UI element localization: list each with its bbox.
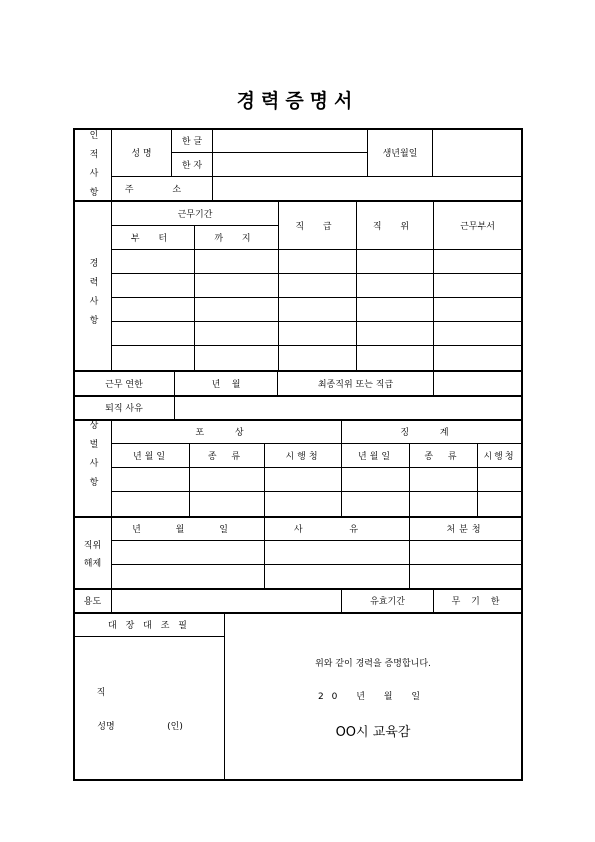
reward-section-text: 상벌사항	[87, 420, 98, 496]
certification-date: 20 년 월 일	[317, 691, 429, 702]
to-label: 까 지	[214, 234, 259, 244]
final-rank-label: 최종직위 또는 직급	[317, 379, 394, 390]
usage-label: 용도	[83, 597, 102, 607]
award-date-label: 년월일	[132, 452, 169, 462]
dismissal-label-line1: 직위	[83, 540, 102, 551]
dismissal-office-label: 처분청	[446, 525, 485, 535]
validity-label: 유효기간	[370, 597, 405, 607]
retire-reason-field[interactable]	[175, 396, 521, 419]
frame-bottom	[73, 779, 523, 781]
name-label: 성 명	[131, 149, 152, 159]
address-label: 주 소	[124, 185, 200, 195]
service-years-label: 근무 연한	[105, 379, 143, 390]
discipline-agency-label: 시행청	[483, 452, 516, 462]
from-label: 부 터	[130, 234, 176, 244]
document-title: 경력증명서	[236, 90, 359, 112]
reward-section-label	[74, 420, 111, 506]
dismissal-label-line2: 해제	[83, 558, 102, 569]
certification-statement: 위와 같이 경력을 증명합니다.	[315, 658, 431, 669]
career-section-text: 경력사항	[87, 258, 98, 334]
seal-label: (인)	[167, 721, 183, 732]
ledger-check-header: 대 장 대 조 필	[108, 621, 190, 631]
position-label: 직 위	[372, 221, 418, 232]
verifier-name-label: 성명	[97, 721, 115, 732]
korean-name-label: 한 글	[181, 137, 203, 147]
hanja-name-field[interactable]	[213, 153, 367, 176]
korean-name-field[interactable]	[213, 129, 367, 152]
usage-field[interactable]	[112, 589, 341, 612]
birth-field[interactable]	[433, 129, 521, 176]
service-years-value: 년 월	[211, 379, 241, 390]
personal-section-text: 인적사항	[87, 130, 98, 206]
personal-section-label	[74, 130, 111, 216]
dismissal-reason-label: 사 유	[293, 525, 381, 535]
frame-right	[521, 128, 523, 781]
verifier-position-label: 직	[96, 687, 106, 698]
address-field[interactable]	[213, 177, 521, 200]
award-type-label: 종 류	[207, 452, 247, 462]
dismissal-date-label: 년 월 일	[132, 525, 244, 535]
discipline-label: 징 계	[400, 428, 463, 438]
award-agency-label: 시행청	[285, 452, 321, 462]
validity-value: 무 기 한	[451, 597, 504, 607]
department-label: 근무부서	[460, 221, 495, 232]
award-label: 포 상	[195, 428, 258, 438]
final-rank-field[interactable]	[434, 371, 521, 395]
discipline-date-label: 년월일	[357, 452, 394, 462]
rank-label: 직 급	[295, 221, 340, 232]
birth-label: 생년월일	[382, 149, 418, 159]
issuer-name: OO시 교육감	[335, 724, 411, 740]
discipline-type-label: 종 류	[424, 452, 463, 462]
hanja-name-label: 한 자	[181, 161, 203, 171]
work-period-label: 근무기간	[177, 209, 213, 220]
retire-reason-label: 퇴직 사유	[105, 404, 143, 414]
career-section-label	[74, 258, 111, 344]
